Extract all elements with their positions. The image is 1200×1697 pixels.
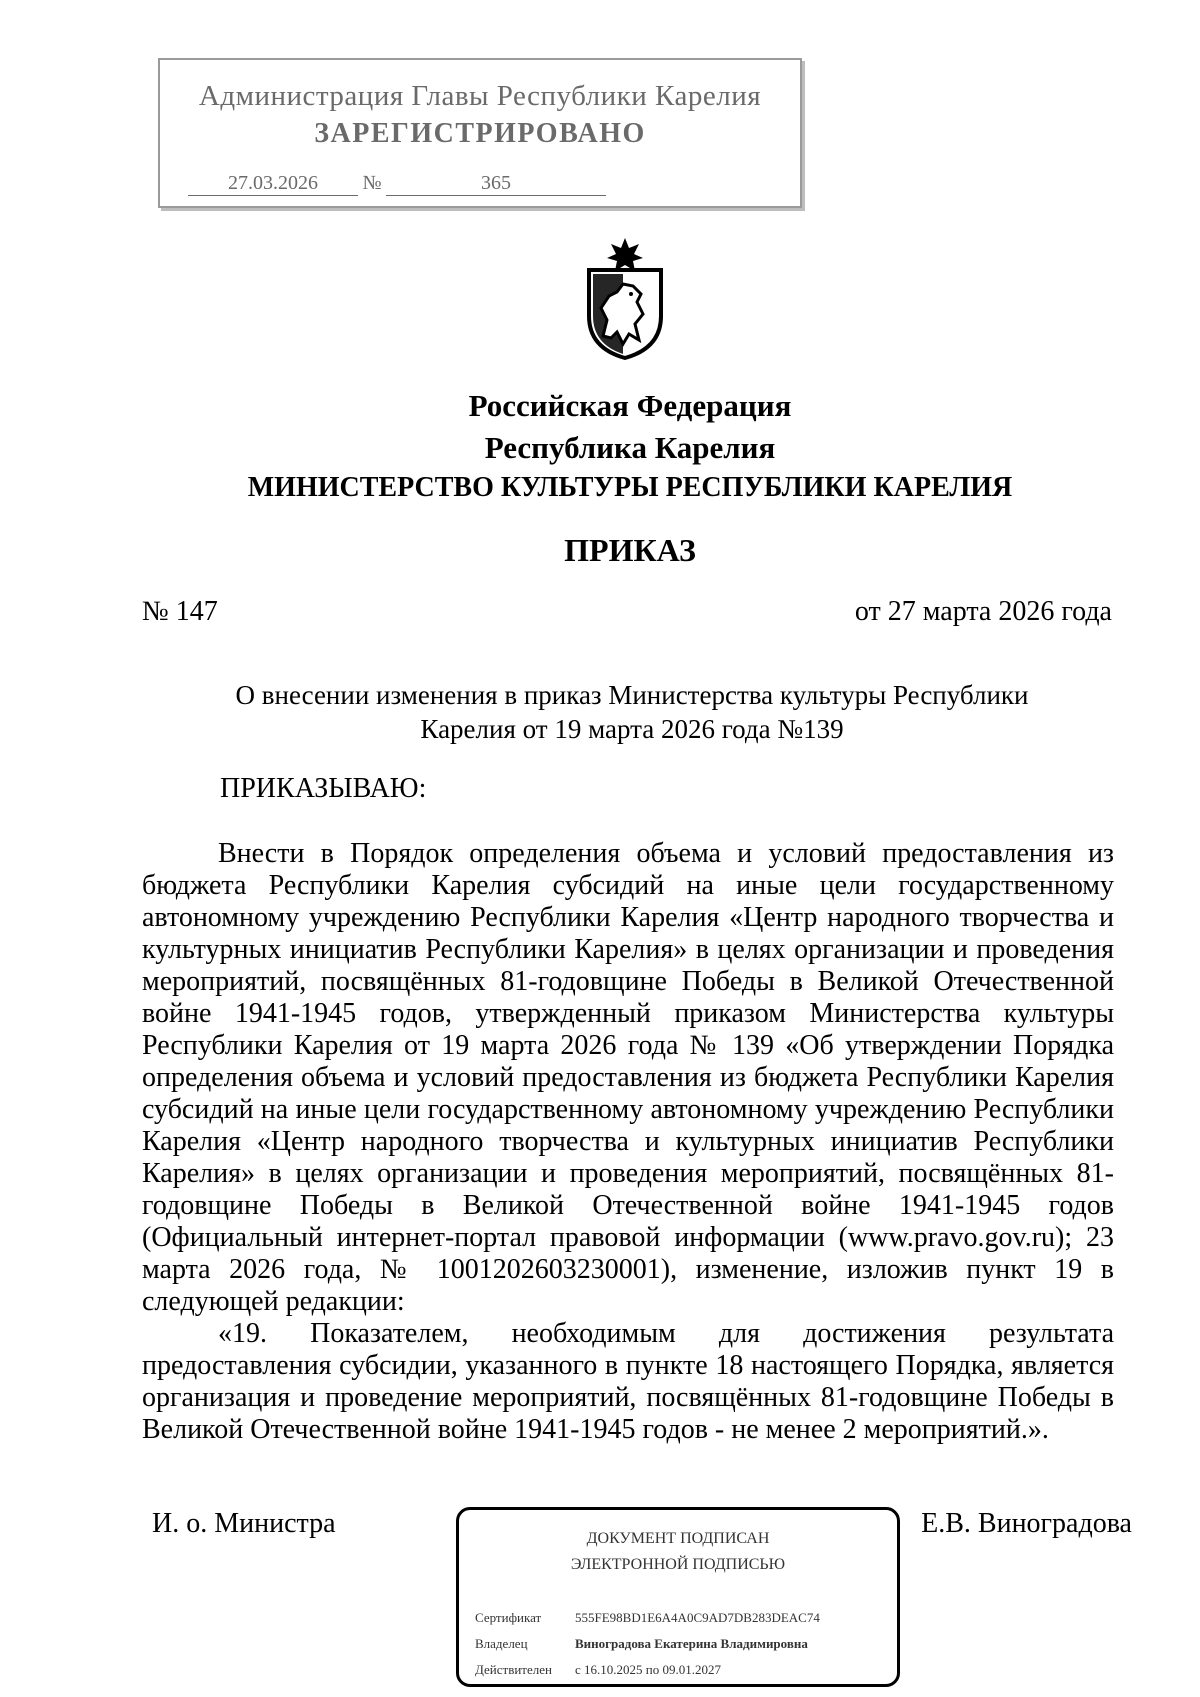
registration-details <box>188 172 606 196</box>
signatory-position: И. о. Министра <box>152 1508 336 1539</box>
order-subject <box>142 678 1122 746</box>
registration-number: 365 <box>386 172 606 196</box>
header-country: Российская Федерация <box>468 388 792 423</box>
subject-line-2: Карелия от 19 марта 2026 года №139 <box>420 714 844 744</box>
order-number: № 147 <box>142 596 218 627</box>
esig-owner-value: Виноградова Екатерина Владимировна <box>575 1636 808 1651</box>
body-paragraph-1: Внести в Порядок определения объема и условий предоставления из бюджета Республики Карелия субсидий на иные цели государственному автономному учреждению Республики Карелия «Центр народного творчества и культурных инициатив Республики Карелия» в целях организации и проведения мероприятий, посвящённых 81-годовщине Победы в Великой Отечественной войне 1941-1945 годов, утвержденный приказом Министерства культуры Республики Карелия от 19 марта 2026 года № 139 «Об утверждении Порядка определения объема и условий предоставления из бюджета Республики Карелия субсидий на иные цели государственному автономному учреждению Республики Карелия «Центр народного творчества и культурных инициатив Республики Карелия» в целях организации и проведения мероприятий, посвящённых 81-годовщине Победы в Великой Отечественной войне 1941-1945 годов (Официальный интернет-портал правовой информации (www.pravo.gov.ru); 23 марта 2026 года, № 1001202603230001), изменение, изложив пункт 19 в следующей редакции: <box>142 838 1114 1317</box>
order-date: от 27 марта 2026 года <box>854 596 1112 627</box>
electronic-signature-stamp <box>456 1507 900 1687</box>
esig-owner-label: Владелец <box>475 1636 528 1651</box>
esig-certificate-label: Сертификат <box>475 1610 542 1625</box>
karelia-coat-of-arms-icon <box>583 236 667 360</box>
esig-title-1: ДОКУМЕНТ ПОДПИСАН <box>586 1530 770 1547</box>
prikazyvayu-heading: ПРИКАЗЫВАЮ: <box>220 773 427 804</box>
registration-number-label: № <box>362 172 382 194</box>
registration-status: ЗАРЕГИСТРИРОВАНО <box>314 118 646 149</box>
registration-stamp <box>158 58 802 208</box>
registration-date: 27.03.2026 <box>188 172 358 196</box>
esig-certificate-value: 555FE98BD1E6A4A0C9AD7DB283DEAC74 <box>575 1610 820 1625</box>
esig-validity-label: Действителен <box>475 1662 552 1677</box>
header-ministry: МИНИСТЕРСТВО КУЛЬТУРЫ РЕСПУБЛИКИ КАРЕЛИЯ <box>247 472 1013 503</box>
esig-owner-row <box>475 1636 808 1652</box>
subject-line-1: О внесении изменения в приказ Министерства культуры Республики <box>235 680 1029 710</box>
order-body <box>142 838 1114 1446</box>
esig-certificate-row <box>475 1610 820 1626</box>
document-type-title: ПРИКАЗ <box>564 532 696 568</box>
esig-validity-row <box>475 1662 721 1678</box>
esig-validity-value: с 16.10.2025 по 09.01.2027 <box>575 1662 721 1677</box>
registration-org: Администрация Главы Республики Карелия <box>198 80 762 112</box>
esig-title-2: ЭЛЕКТРОННОЙ ПОДПИСЬЮ <box>570 1556 786 1573</box>
header-region: Республика Карелия <box>484 430 776 465</box>
body-paragraph-2: «19. Показателем, необходимым для достижения результата предоставления субсидии, указанного в пункте 18 настоящего Порядка, является организация и проведение мероприятий, посвящённых 81-годовщине Победы в Великой Отечественной войне 1941-1945 годов - не менее 2 мероприятий.». <box>142 1318 1114 1445</box>
signatory-name: Е.В. Виноградова <box>921 1508 1132 1539</box>
